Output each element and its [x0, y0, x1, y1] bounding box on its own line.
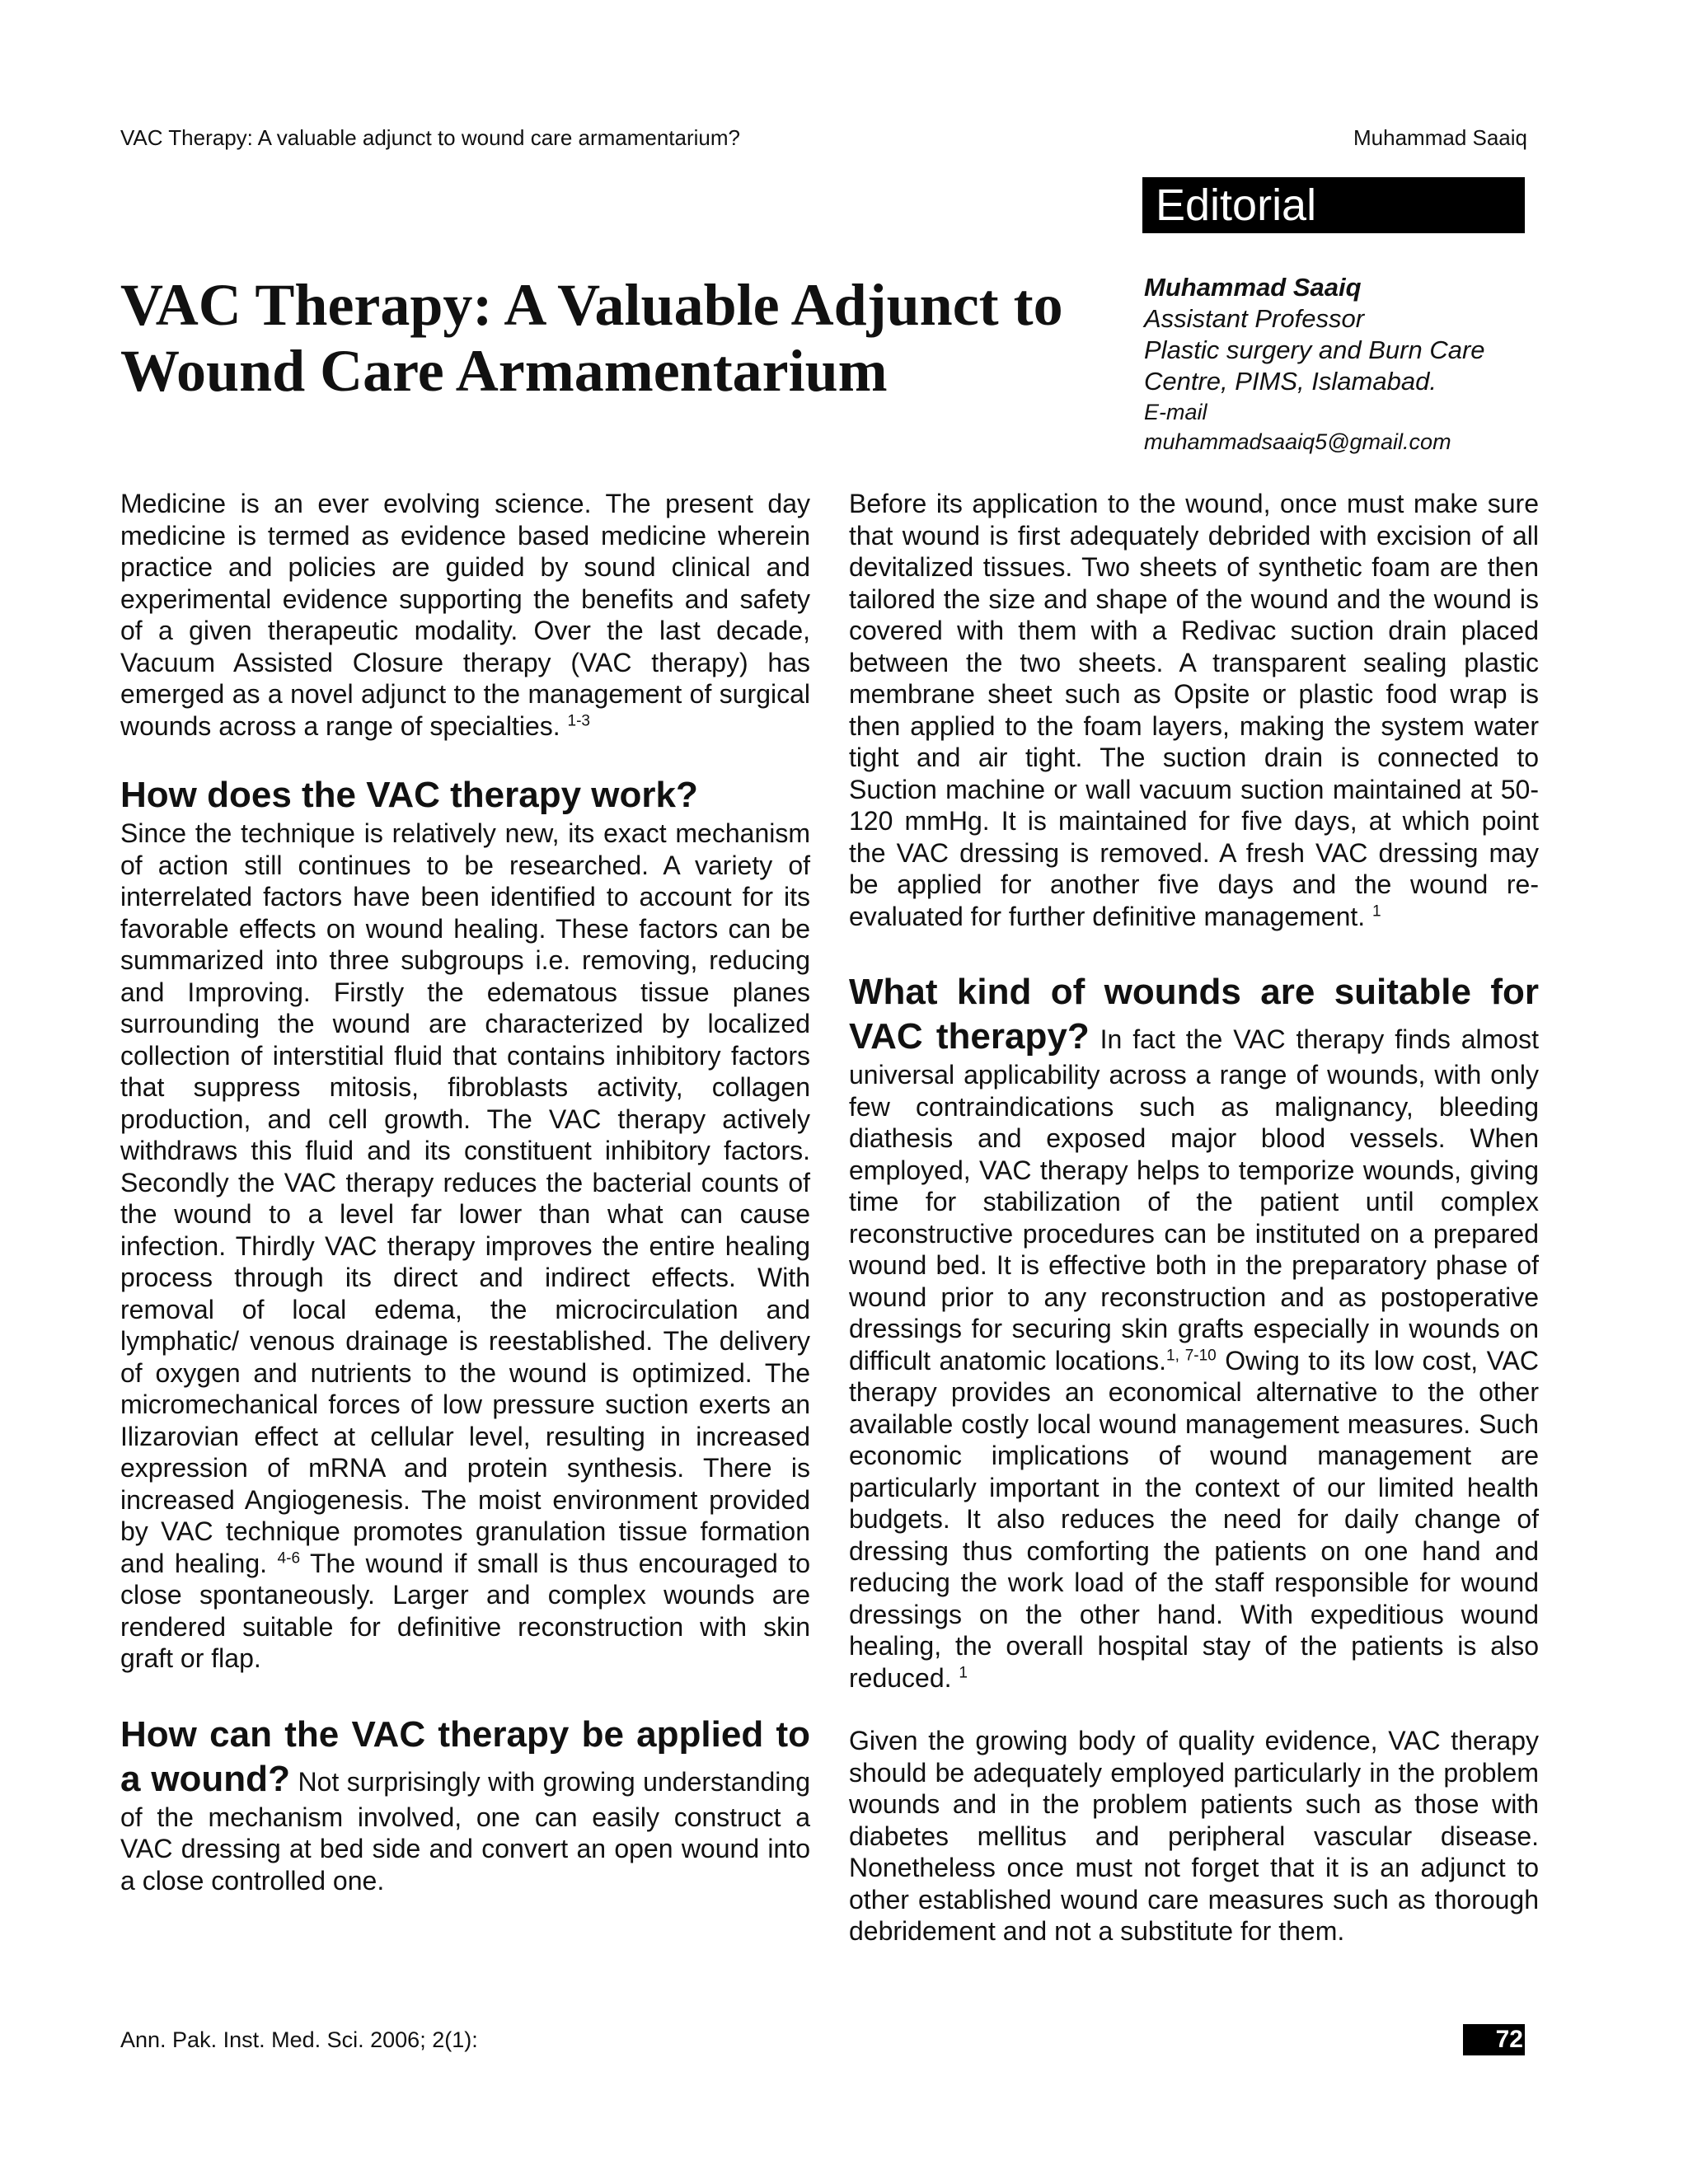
indications-text: In fact the VAC therapy finds almost universal applicability across a range of wounds, with only few contraindications such as malignancy, bleeding diathesis and exposed major blood vessels. When employed, VAC therapy helps to temporize wounds, giving time for stabilization of the patient until complex reconstructive procedures can be instituted on a prepared wound bed. It is effective both in the preparatory phase of wound prior to any reconstruction and as postoperative dressings for securing skin grafts especially in wounds on difficult anatomic locations. — [849, 1024, 1539, 1376]
application-paragraph-cont — [849, 488, 1539, 932]
citation-ref: 1, 7-10 — [1166, 1346, 1217, 1364]
author-affiliation-2: Centre, PIMS, Islamabad. — [1144, 367, 1437, 396]
mechanism-paragraph — [120, 818, 810, 1675]
mechanism-text: Since the technique is relatively new, its exact mechanism of action still continues to be researched. A variety of interrelated factors have been identified to account for its favorable effects on wound healing. These factors can be summarized into three subgroups i.e. removing, reducing and Improving. Firstly the edematous tissue planes surrounding the wound are characterized by localized collection of interstitial fluid that contains inhibitory factors that suppress mitosis, fibroblasts activity, collagen production, and cell growth. The VAC therapy actively withdraws this fluid and its constituent inhibitory factors. Secondly the VAC therapy reduces the bacterial counts of the wound to a level far lower than what can cause infection. Thirdly VAC therapy improves the entire healing process through its direct and indirect effects. With removal of local edema, the microcirculation and lymphatic/ venous drainage is reestablished. The delivery of oxygen and nutrients to the wound is optimized. The micromechanical forces of low pressure suction exerts an Ilizarovian effect at cellular level, resulting in increased expression of mRNA and protein synthesis. There is increased Angiogenesis. The moist environment provided by VAC technique promotes granulation tissue formation and healing. — [120, 818, 810, 1578]
page-number: 72 — [1463, 2024, 1525, 2055]
author-name: Muhammad Saaiq — [1144, 273, 1362, 302]
author-block — [1144, 272, 1540, 457]
author-affiliation-1: Plastic surgery and Burn Care — [1144, 335, 1485, 364]
section-heading-mechanism: How does the VAC therapy work? — [120, 775, 698, 815]
section-heading-indications: What kind of wounds are suitable for VAC therapy? — [849, 972, 1539, 1057]
mechanism-text-cont: The wound if small is thus encouraged to close spontaneously. Larger and complex wounds are rendered suitable for definitive reconstruction with skin graft or flap. — [120, 1548, 811, 1673]
section-heading-application: How can the VAC therapy be applied to a wound? — [120, 1713, 810, 1799]
footer-citation: Ann. Pak. Inst. Med. Sci. 2006; 2(1): — [120, 2027, 478, 2052]
application-text: Not surprisingly with growing understanding of the mechanism involved, one can easily construct a VAC dressing at bed side and convert an open wound into a close controlled one. — [120, 1766, 811, 1896]
author-email[interactable]: muhammadsaaiq5@gmail.com — [1144, 429, 1451, 454]
intro-paragraph — [120, 488, 810, 742]
citation-ref: 4-6 — [277, 1549, 301, 1567]
intro-text: Medicine is an ever evolving science. The present day medicine is termed as evidence based medicine wherein practice and policies are guided by sound clinical and experimental evidence supporting the benefits and safety of a given therapeutic modality. Over the last decade, Vacuum Assisted Closure therapy (VAC therapy) has emerged as a novel adjunct to the management of surgical wounds across a range of specialties. — [120, 489, 810, 741]
conclusion-paragraph: Given the growing body of quality evidence, VAC therapy should be adequately employed particularly in the problem wounds and in the problem patients such as those with diabetes mellitus and peripheral vascular disease. Nonetheless once must not forget that it is an adjunct to other established wound care measures such as thorough debridement and not a substitute for them. — [849, 1726, 1539, 1946]
running-author: Muhammad Saaiq — [1353, 125, 1527, 150]
section-tag: Editorial — [1142, 177, 1525, 233]
citation-ref: 1-3 — [567, 711, 590, 729]
citation-ref: 1 — [959, 1663, 968, 1681]
left-column — [120, 488, 810, 1896]
right-column — [849, 488, 1539, 1947]
email-label: E-mail — [1144, 400, 1207, 424]
running-title: VAC Therapy: A valuable adjunct to wound care armamentarium? — [120, 125, 741, 150]
author-position: Assistant Professor — [1144, 304, 1365, 333]
application-text-cont: Before its application to the wound, once must make sure that wound is first adequately debrided with excision of all devitalized tissues. Two sheets of synthetic foam are then tailored the size and shape of the wound and the wound is covered with them with a Redivac suction drain placed between the two sheets. A transparent sealing plastic membrane sheet such as Opsite or plastic food wrap is then applied to the foam layers, making the system water tight and air tight. The suction drain is connected to Suction machine or wall vacuum suction maintained at 50-120 mmHg. It is maintained for five days, at which point the VAC dressing is removed. A fresh VAC dressing may be applied for another five days and the wound re-evaluated for further definitive management. — [849, 489, 1539, 931]
article-title: VAC Therapy: A Valuable Adjunct to Wound Care Armamentarium — [120, 272, 1063, 404]
indications-text-cont: Owing to its low cost, VAC therapy provides an economical alternative to the other available costly local wound management measures. Such economic implications of wound management are particularly important in the context of our limited health budgets. It also reduces the need for daily change of dressing thus comforting the patients on one hand and reducing the work load of the staff responsible for wound dressings on the other hand. With expeditious wound healing, the overall hospital stay of the patients is also reduced. — [849, 1345, 1540, 1693]
citation-ref: 1 — [1372, 902, 1381, 920]
